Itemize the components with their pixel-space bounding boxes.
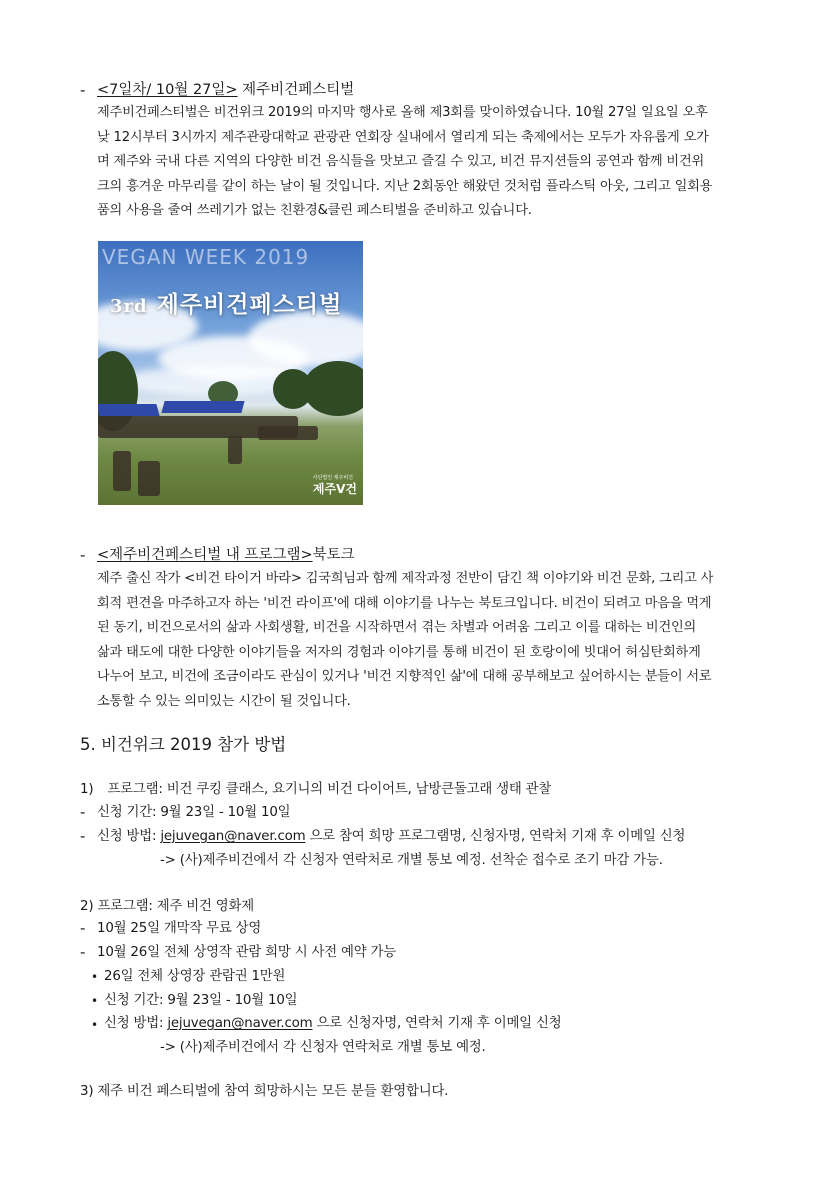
paragraph-line: 소통할 수 있는 의미있는 시간이 될 것입니다. [97,693,351,709]
heading-rest: 북토크 [312,547,355,563]
paragraph-line: 삶과 태도에 대한 다양한 이야기들을 저자의 경험과 이야기를 통해 비건이 된 호랑이에 빗대어 허심탄회하게 [97,644,701,660]
program-title-text: 프로그램: 비건 쿠킹 클래스, 요기니의 비건 다이어트, 남방큰돌고래 생태 관찰 [107,782,552,797]
poster-week-text: VEGAN WEEK 2019 [102,245,310,269]
program-3-text: 3) 제주 비건 페스티벌에 참여 희망하시는 모든 분들 환영합니다. [80,1084,449,1099]
program-2-bullet [104,1014,561,1034]
heading-underlined: <제주비건페스티벌 내 프로그램> [97,547,313,563]
method-suffix: 으로 참여 희망 프로그램명, 신청자명, 연락처 기재 후 이메일 신청 [305,829,686,844]
poster-logo: 제주V건 [312,482,357,496]
paragraph-line: 낮 12시부터 3시까지 제주관광대학교 관광관 연회장 실내에서 열리게 되는 축제에서는 모두가 자유롭게 오가 [97,129,709,145]
heading-rest: 제주비건페스티벌 [242,82,355,98]
bullet-icon: • [91,994,99,1008]
program-2-item: 10월 26일 전체 상영작 관람 희망 시 사전 예약 가능 [97,945,397,960]
program-2-bullet: 26일 전체 상영장 관람권 1만원 [104,969,286,984]
program-2-title: 2) 프로그램: 제주 비건 영화제 [80,899,254,914]
poster-title-text: 제주비건페스티벌 [156,291,343,318]
list-dash: - [80,81,86,99]
program-1-note: -> (사)제주비건에서 각 신청자 연락처로 개별 통보 예정. 선착순 접수로 조기 마감 가능. [160,853,663,868]
item-heading [97,80,354,100]
program-number: 1) [80,782,94,797]
paragraph-line: 회적 편견을 마주하고자 하는 '비건 라이프'에 대해 이야기를 나누는 북토크입니다. 비건이 되려고 마음을 먹게 [97,595,712,611]
list-dash: - [80,803,86,821]
email-link[interactable]: jejuvegan@naver.com [167,1016,313,1031]
program-2-item: 10월 25일 개막작 무료 상영 [97,921,262,936]
paragraph-line: 크의 흥겨운 마무리를 같이 하는 날이 될 것입니다. 지난 2회동안 해왔던 것처럼 플라스틱 아웃, 그리고 일회용 [97,178,713,194]
festival-poster-image [98,241,363,505]
program-2-note: -> (사)제주비건에서 각 신청자 연락처로 개별 통보 예정. [160,1040,486,1055]
poster-title-prefix: 3rd [110,296,148,317]
method-prefix: 신청 방법: [104,1016,168,1031]
program-1-method [97,827,685,847]
email-link[interactable]: jejuvegan@naver.com [160,829,306,844]
bullet-icon: • [91,1018,99,1032]
list-dash: - [80,546,86,564]
program-2-bullet: 신청 기간: 9월 23일 - 10월 10일 [104,993,298,1008]
paragraph-line: 제주비건페스티벌은 비건위크 2019의 마지막 행사로 올해 제3회를 맞이하였습니다. 10월 27일 일요일 오후 [97,105,708,120]
paragraph-line: 나누어 보고, 비건에 조금이라도 관심이 있거나 '비건 지향적인 삶'에 대해 공부해보고 싶어하시는 분들이 서로 [97,669,712,684]
paragraph-line: 제주 출신 작가 <비건 타이거 바라> 김국희님과 함께 제작과정 전반이 담긴 책 이야기와 비건 문화, 그리고 사 [97,571,714,586]
method-prefix: 신청 방법: [97,829,161,844]
paragraph-line: 품의 사용을 줄여 쓰레기가 없는 친환경&클린 페스티벌을 준비하고 있습니다. [97,203,532,218]
paragraph-line: 된 동기, 비건으로서의 삶과 사회생활, 비건을 시작하면서 겪는 차별과 어려움 그리고 이를 대하는 비건인의 [97,620,697,635]
list-dash: - [80,919,86,937]
program-1-title [80,780,551,800]
list-dash: - [80,827,86,845]
paragraph-line: 며 제주와 국내 다른 지역의 다양한 비건 음식들을 맛보고 즐길 수 있고, 비건 뮤지션들의 공연과 함께 비건위 [97,154,705,169]
list-dash: - [80,943,86,961]
poster-logo-subtext: 사단법인 제주비건 [312,475,353,481]
section-title: 5. 비건위크 2019 참가 방법 [80,735,287,754]
item-heading [97,545,355,565]
method-suffix: 으로 신청자명, 연락처 기재 후 이메일 신청 [312,1016,562,1031]
festival-description [97,101,712,224]
heading-underlined: <7일차/ 10월 27일> [97,82,238,98]
booktalk-description [97,567,713,714]
program-1-period: 신청 기간: 9월 23일 - 10월 10일 [97,805,291,820]
bullet-icon: • [91,970,99,984]
poster-title [110,286,342,319]
